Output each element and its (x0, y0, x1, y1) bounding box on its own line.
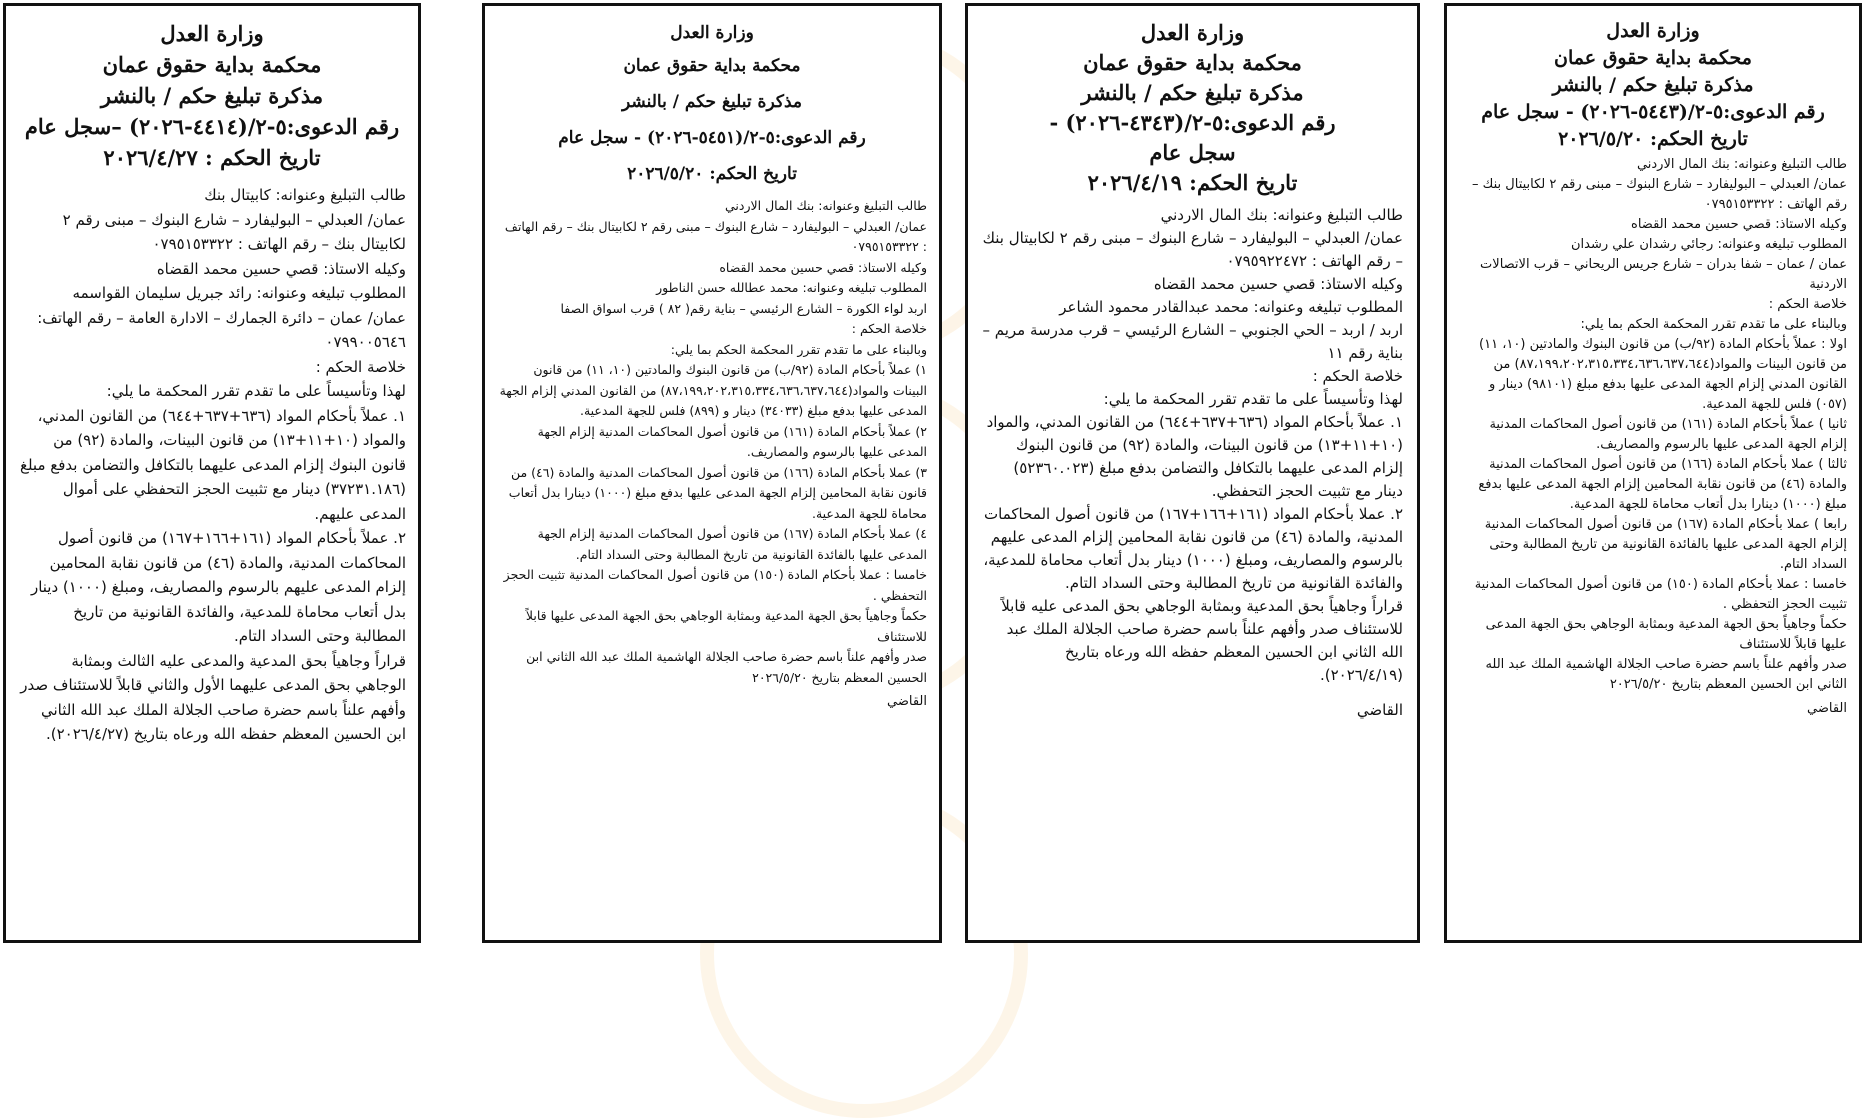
body-line: ١. عملاً بأحكام المواد (٦٣٦+٦٣٧+٦٤٤) من القانون المدني، والمواد (١٠+١١+١٣) من قانون البينات، والمادة (٩٢) من قانون البنوك إلزام المدعى عليهما بالتكافل والتضامن بدفع مبلغ (٣٧٢٣١.١٨٦) دينار مع تثبيت الحجز التحفظي على أموال المدعى عليهم. (19, 406, 406, 523)
body-line: قراراً وجاهياً بحق المدعية وبمثابة الوجاهي بحق المدعى عليه قابلاً للاستئناف صدر وأفهم علناً باسم حضرة صاحب الجلالة الملك عبد الله الثاني ابن الحسين المعظم حفظه الله ورعاه بتاريخ (٢٠٢٦/٤/١٩). (1001, 597, 1403, 684)
judgment-date: تاريخ الحكم: ٢٠٢٦/٥/٢٠ (627, 164, 797, 184)
body-line: صدر وأفهم علناً باسم حضرة صاحب الجلالة الهاشمية الملك عبد الله الثاني ابن الحسين المعظم بتاريخ ٢٠٢٦/٥/٢٠ (526, 649, 927, 685)
body-line: المطلوب تبليغه وعنوانه: محمد عبدالقادر محمود الشاعر (1059, 298, 1403, 316)
body-line: صدر وأفهم علناً باسم حضرة صاحب الجلالة الهاشمية الملك عبد الله الثاني ابن الحسين المعظم بتاريخ ٢٠٢٦/٥/٢٠ (1485, 657, 1847, 692)
judge-signature: القاضي (887, 694, 927, 709)
judge-signature: القاضي (1356, 701, 1403, 719)
body-line: وكيله الاستاذ: قصي حسين محمد القضاه (719, 259, 927, 275)
body-line: طالب التبليغ وعنوانه: بنك المال الاردني (725, 198, 927, 213)
body-line: ٢. عملاً بأحكام المواد (١٦١+١٦٦+١٦٧) من قانون أصول المحاكمات المدنية، والمادة (٤٦) من قانون نقابة المحامين إلزام المدعى عليهم بالرسوم والمصاريف، ومبلغ (١٠٠٠) دينار بدل أتعاب محاماة للمدعية، والفائدة القانونية من تاريخ المطالبة وحتى السداد التام. (30, 529, 406, 645)
body-line: وبالبناء على ما تقدم تقرر المحكمة الحكم بما يلي: (670, 341, 927, 357)
notice-body (497, 196, 927, 688)
body-line: خلاصة الحكم : (315, 357, 406, 376)
body-line: ٤) عملا بأحكام المادة (١٦٧) من قانون أصول المحاكمات المدنية إلزام الجهة المدعى عليها بالفائدة القانونية من تاريخ المطالبة وحتى السداد التام. (537, 526, 927, 562)
body-line: وبالبناء على ما تقدم تقرر المحكمة الحكم بما يلي: (1580, 317, 1847, 332)
case-number: رقم الدعوى:٥-٢/(٥٤٤٣-٢٠٢٦) - سجل عام (1481, 101, 1825, 123)
body-line: المطلوب تبليغه وعنوانه: رائد جبريل سليمان القواسمه (72, 284, 406, 302)
case-register: سجل عام (1149, 140, 1236, 165)
case-number: رقم الدعوى:٥-٢/(٤٤١٤-٢٠٢٦) –سجل عام (24, 114, 400, 139)
body-line: حكماً وجاهياً بحق الجهة المدعية وبمثابة الوجاهي بحق الجهة المدعى عليها قابلاً للاستئناف (525, 608, 927, 644)
body-line: عمان/ العبدلي – البوليفارد – شارع البنوك – مبنى رقم ٢ لكابيتال بنك – رقم الهاتف : ٠٧٩٥١٥٣٣٢٢ (62, 210, 406, 253)
body-line: وكيله الاستاذ: قصي حسين محمد القضاه (1153, 275, 1403, 293)
notice-body (18, 183, 406, 747)
notice-header (497, 18, 927, 192)
body-line: عمان/ العبدلي – البوليفارد – شارع البنوك – مبنى رقم ٢ لكابيتال بنك – رقم الهاتف : ٠٧٩٥١٥٣٣٢٢ (1472, 177, 1847, 212)
notice-1 (1444, 3, 1862, 943)
notice-title: مذكرة تبليغ حكم / بالنشر (1081, 80, 1304, 105)
judgment-date: تاريخ الحكم: ٢٠٢٦/٥/٢٠ (1558, 128, 1748, 150)
court-title: محكمة بداية حقوق عمان (1083, 50, 1302, 75)
body-line: المطلوب تبليغه وعنوانه: رجائي رشدان علي رشدان (1571, 237, 1847, 252)
notice-2 (965, 3, 1420, 943)
court-title: محكمة بداية حقوق عمان (102, 52, 322, 77)
body-line: اربد لواء الكورة – الشارع الرئيسي – بناية رقم( ٨٢ ) قرب اسواق الصفا (560, 300, 927, 316)
ministry-title: وزارة العدل (670, 23, 754, 43)
body-line: عمان / عمان – شفا بدران – شارع جريس الريحاني – قرب الاتصالات الاردنية (1480, 257, 1847, 292)
notice-header (1459, 18, 1847, 153)
notice-body (1459, 155, 1847, 695)
body-line: اربد / اربد – الحي الجنوبي – الشارع الرئيسي – قرب مدرسة مريم – بناية رقم ١١ (982, 321, 1403, 362)
body-line: اولا : عملاً بأحكام المادة (٩٢/ب) من قانون البنوك والمادتين (١٠، ١١) من قانون البينات والمواد(٨٧،١٩٩،٢٠٢،٣١٥،٣٣٤،٦٣٦،٦٣٧،٦٤٤) من القانون المدني إلزام الجهة المدعى عليها بدفع مبلغ (٩٨١٠١) دينار و (٠٥٧) فلس للجهة المدعية. (1479, 337, 1847, 412)
body-line: عمان/ العبدلي – البوليفارد – شارع البنوك – مبنى رقم ٢ لكابيتال بنك – رقم الهاتف : ٠٧٩٥١٥٣٣٢٢ (504, 218, 927, 254)
court-title: محكمة بداية حقوق عمان (1554, 47, 1752, 69)
body-line: ٣) عملا بأحكام المادة (١٦٦) من قانون أصول المحاكمات المدنية والمادة (٤٦) من قانون نقابة المحامين إلزام الجهة المدعى عليها بدفع مبلغ (١٠٠٠) دينارا بدل أتعاب محاماة للجهة المدعية. (508, 464, 927, 521)
body-line: ثانيا ) عملاً بأحكام المادة (١٦١) من قانون أصول المحاكمات المدنية إلزام الجهة المدعى عليها بالرسوم والمصاريف. (1489, 417, 1847, 452)
notice-title: مذكرة تبليغ حكم / بالنشر (100, 83, 324, 108)
ministry-title: وزارة العدل (160, 21, 264, 46)
body-line: خلاصة الحكم : (1768, 297, 1847, 312)
notice-header (982, 18, 1403, 198)
judgment-date: تاريخ الحكم : ٢٠٢٦/٤/٢٧ (103, 145, 321, 170)
body-line: خلاصة الحكم : (851, 321, 927, 336)
body-line: طالب التبليغ وعنوانه: كابيتال بنك (204, 186, 406, 204)
notice-title: مذكرة تبليغ حكم / بالنشر (1552, 74, 1754, 96)
judge-signature: القاضي (1807, 701, 1847, 716)
body-line: ثالثا ) عملا بأحكام المادة (١٦٦) من قانون أصول المحاكمات المدنية والمادة (٤٦) من قانون نقابة المحامين إلزام الجهة المدعى عليها بدفع مبلغ (١٠٠٠) دينارا بدل أتعاب محاماة للجهة المدعية. (1478, 457, 1847, 512)
notice-header (18, 18, 406, 173)
body-line: لهذا وتأسيساً على ما تقدم تقرر المحكمة ما يلي: (1103, 390, 1403, 408)
body-line: حكماً وجاهياً بحق الجهة المدعية وبمثابة الوجاهي بحق الجهة المدعى عليها قابلاً للاستئناف (1485, 617, 1847, 652)
body-line: خلاصة الحكم : (1312, 367, 1403, 385)
notice-title: مذكرة تبليغ حكم / بالنشر (622, 92, 802, 112)
body-line: عمان/ عمان – دائرة الجمارك – الادارة العامة – رقم الهاتف: ٠٧٩٩٠٠٥٦٤٦ (37, 308, 406, 351)
body-line: ٢. عملا بأحكام المواد (١٦١+١٦٦+١٦٧) من قانون أصول المحاكمات المدنية، والمادة (٤٦) من قانون نقابة المحامين إلزام المدعى عليهم بالرسوم والمصاريف، ومبلغ (١٠٠٠) دينار بدل أتعاب محاماة للمدعية، والفائدة القانونية من تاريخ المطالبة وحتى السداد التام. (983, 505, 1403, 592)
ministry-title: وزارة العدل (1606, 20, 1700, 42)
notice-4 (3, 3, 421, 943)
body-line: رابعا ) عملا بأحكام المادة (١٦٧) من قانون أصول المحاكمات المدنية إلزام الجهة المدعى عليها بالفائدة القانونية من تاريخ المطالبة وحتى السداد التام. (1484, 517, 1847, 572)
body-line: طالب التبليغ وعنوانه: بنك المال الاردني (1160, 206, 1403, 224)
body-line: ١) عملاً بأحكام المادة (٩٢/ب) من قانون البنوك والمادتين (١٠، ١١) من قانون البينات والمواد(٨٧،١٩٩،٢٠٢،٣١٥،٣٣٤،٦٣٦،٦٣٧،٦٤٤) من القانون المدني إلزام الجهة المدعى عليها بدفع مبلغ (٣٤٠٣٣) دينار و (٨٩٩) فلس للجهة المدعية. (499, 362, 927, 418)
body-line: ٢) عملاً بأحكام المادة (١٦١) من قانون أصول المحاكمات المدنية إلزام الجهة المدعى عليها بالرسوم والمصاريف. (537, 423, 927, 459)
body-line: عمان/ العبدلي – البوليفارد – شارع البنوك – مبنى رقم ٢ لكابيتال بنك – رقم الهاتف : ٠٧٩٥٩٢٢٤٧٢ (982, 229, 1403, 270)
notice-body (982, 204, 1403, 687)
notice-3 (482, 3, 942, 943)
body-line: خامسا : عملا بأحكام المادة (١٥٠) من قانون أصول المحاكمات المدنية تثبيت الحجز التحفظي . (1474, 577, 1847, 612)
body-line: خامسا : عملا بأحكام المادة (١٥٠) من قانون أصول المحاكمات المدنية تثبيت الحجز التحفظي . (503, 567, 927, 603)
body-line: ١. عملاً بأحكام المواد (٦٣٦+٦٣٧+٦٤٤) من القانون المدني، والمواد (١٠+١١+١٣) من قانون البينات، والمادة (٩٢) من قانون البنوك إلزام المدعى عليهما بالتكافل والتضامن بدفع مبلغ (٥٢٣٦٠.٠٢٣) دينار مع تثبيت الحجز التحفظي. (986, 413, 1403, 500)
body-line: طالب التبليغ وعنوانه: بنك المال الاردني (1636, 157, 1847, 172)
case-number: رقم الدعوى:٥-٢/(٤٣٤٣-٢٠٢٦) - (1049, 110, 1336, 135)
body-line: وكيله الاستاذ: قصي حسين محمد القضاه (156, 259, 406, 278)
body-line: المطلوب تبليغه وعنوانه: محمد عطالله حسن الناطور (656, 280, 927, 295)
court-title: محكمة بداية حقوق عمان (623, 56, 801, 76)
body-line: وكيله الاستاذ: قصي حسين محمد القضاه (1631, 217, 1847, 232)
ministry-title: وزارة العدل (1140, 20, 1245, 45)
body-line: لهذا وتأسيساً على ما تقدم تقرر المحكمة ما يلي: (106, 382, 406, 400)
case-number: رقم الدعوى:٥-٢/(٥٤٥١-٢٠٢٦) - سجل عام (558, 128, 866, 148)
judgment-date: تاريخ الحكم: ٢٠٢٦/٤/١٩ (1087, 170, 1298, 195)
body-line: قراراً وجاهياً بحق المدعية والمدعى عليه الثالث وبمثابة الوجاهي بحق المدعى عليهما الأول والثاني قابلاً للاستئناف صدر وأفهم علناً باسم حضرة صاحب الجلالة الملك عبد الله الثاني ابن الحسين المعظم حفظه الله ورعاه بتاريخ (٢٠٢٦/٤/٢٧). (20, 651, 406, 743)
